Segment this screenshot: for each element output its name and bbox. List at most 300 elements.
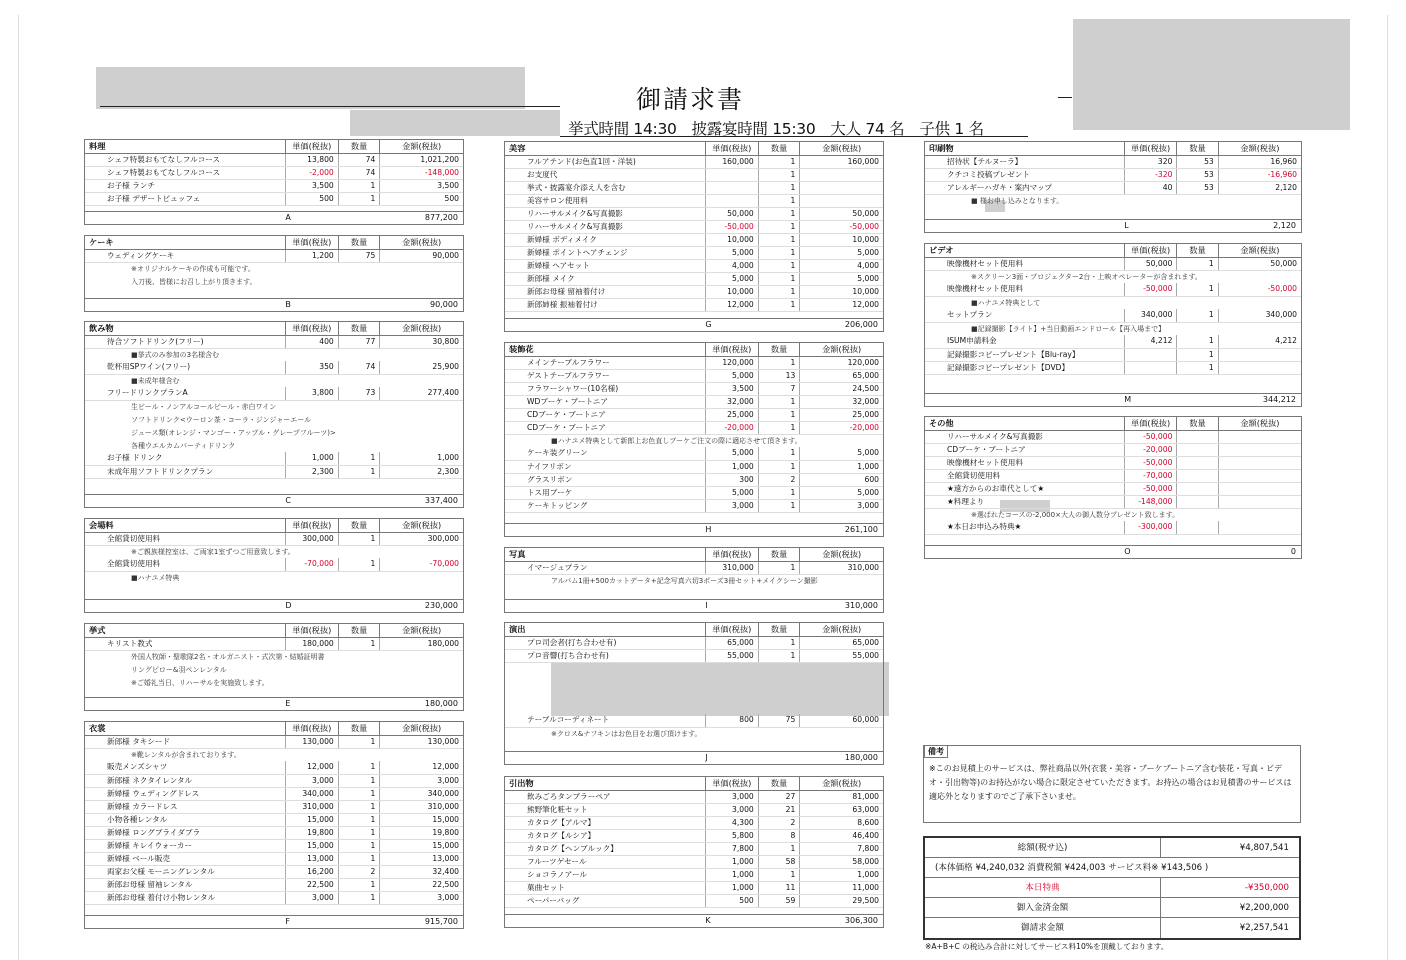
line-item-row bbox=[505, 194, 883, 207]
section-header-row bbox=[85, 722, 463, 735]
column-header-price: 単価(税抜) bbox=[1124, 142, 1177, 155]
summary-nyukin-row bbox=[925, 898, 1299, 918]
item-note: ※選ばれたコースの-2,000×大人の御人数分プレゼント致します。 bbox=[971, 510, 1180, 519]
item-price: 1,200 bbox=[285, 249, 338, 262]
item-qty: 1 bbox=[338, 813, 380, 826]
item-price: 3,000 bbox=[705, 803, 758, 816]
section-shashin bbox=[504, 547, 884, 613]
item-amount: 1,021,200 bbox=[380, 153, 463, 166]
item-name: 待合ソフトドリンク(フリー) bbox=[85, 335, 285, 348]
item-price bbox=[705, 168, 758, 181]
item-amount: -20,000 bbox=[800, 421, 883, 434]
summary-seikyu-row bbox=[925, 918, 1299, 938]
section-note: ※ご婚礼当日、リハーサルを実施致します。 bbox=[131, 678, 269, 687]
item-name: 新郎様 ネクタイレンタル bbox=[85, 774, 285, 787]
item-name: 招待状【テルヌーラ】 bbox=[925, 155, 1124, 168]
line-item-row bbox=[505, 636, 883, 649]
item-qty: 1 bbox=[758, 561, 800, 574]
item-amount: 22,500 bbox=[380, 878, 463, 891]
line-item-row bbox=[85, 532, 463, 545]
section-total-value: 310,000 bbox=[844, 601, 878, 610]
section-title: 飲み物 bbox=[85, 322, 285, 335]
item-amount: 65,000 bbox=[800, 636, 883, 649]
section-header-row bbox=[925, 417, 1301, 430]
item-name: 映像機材セット使用料 bbox=[925, 283, 1124, 296]
line-item-row bbox=[505, 395, 883, 408]
section-total-row bbox=[85, 599, 463, 612]
item-price: 32,000 bbox=[705, 395, 758, 408]
item-name: CDブーケ・ブートニア bbox=[925, 443, 1124, 456]
plan-note-row bbox=[85, 400, 463, 413]
item-name: 販売メンズシャツ bbox=[85, 761, 285, 774]
item-qty: 1 bbox=[758, 842, 800, 855]
item-qty: 1 bbox=[758, 499, 800, 512]
line-item-row bbox=[85, 735, 463, 748]
item-name: アレルギーハガキ・案内マップ bbox=[925, 181, 1124, 194]
item-name: フラワーシャワー(10名様) bbox=[505, 382, 705, 395]
section-sokaka bbox=[504, 342, 884, 537]
item-qty: 73 bbox=[338, 387, 380, 400]
item-price: -300,000 bbox=[1124, 521, 1177, 534]
item-qty: 1 bbox=[758, 356, 800, 369]
item-amount: 63,000 bbox=[800, 803, 883, 816]
line-item-row bbox=[85, 179, 463, 192]
item-amount: 15,000 bbox=[380, 839, 463, 852]
line-item-table bbox=[505, 343, 883, 513]
line-item-row bbox=[85, 774, 463, 787]
item-amount: 81,000 bbox=[800, 790, 883, 803]
child-count: 子供 1 名 bbox=[919, 120, 984, 138]
item-qty: 75 bbox=[338, 249, 380, 262]
column-header-amount: 金額(税抜) bbox=[380, 722, 463, 735]
item-name: 新郎様 タキシード bbox=[85, 735, 285, 748]
line-item-row bbox=[925, 335, 1301, 348]
column-header-qty: 数量 bbox=[758, 343, 800, 356]
item-qty: 1 bbox=[758, 486, 800, 499]
item-qty bbox=[1177, 495, 1218, 508]
remarks-box bbox=[923, 745, 1301, 823]
line-item-row bbox=[505, 803, 883, 816]
item-qty: 53 bbox=[1177, 168, 1218, 181]
line-item-table bbox=[925, 244, 1301, 375]
item-amount: 16,960 bbox=[1218, 155, 1301, 168]
section-enshutsu bbox=[504, 622, 884, 765]
item-price: 1,000 bbox=[705, 855, 758, 868]
item-amount: -50,000 bbox=[800, 220, 883, 233]
item-price: -320 bbox=[1124, 168, 1177, 181]
title-underline bbox=[100, 106, 560, 107]
item-name: 熊野筆化粧セット bbox=[505, 803, 705, 816]
item-qty: 74 bbox=[338, 166, 380, 179]
line-item-note-row bbox=[505, 727, 883, 740]
item-qty: 1 bbox=[758, 460, 800, 473]
line-item-row bbox=[925, 257, 1301, 270]
item-amount: 25,000 bbox=[800, 408, 883, 421]
section-title: ケーキ bbox=[85, 236, 285, 249]
item-name: 記録撮影コピープレゼント【DVD】 bbox=[925, 361, 1124, 374]
item-amount: -50,000 bbox=[1218, 283, 1301, 296]
column-header-qty: 数量 bbox=[338, 140, 380, 153]
item-amount: 7,800 bbox=[800, 842, 883, 855]
item-name: 新婦様 カラードレス bbox=[85, 800, 285, 813]
item-amount bbox=[800, 194, 883, 207]
line-item-row bbox=[505, 421, 883, 434]
item-price: 500 bbox=[705, 894, 758, 907]
line-item-note-row bbox=[85, 571, 463, 584]
line-item-row bbox=[505, 868, 883, 881]
section-total-row bbox=[85, 494, 463, 507]
plan-note: ジュース類(オレンジ・マンゴー・アップル・グレープフルーツ)> bbox=[131, 428, 336, 437]
section-title: 衣裳 bbox=[85, 722, 285, 735]
summary-seikyu-label: 御請求金額 bbox=[925, 918, 1161, 938]
item-name: キリスト教式 bbox=[85, 637, 285, 650]
remarks-text: ※このお見積上のサービスは、弊社商品以外(衣裳・美容・ブーケブートニア含む装花・写真・ビデオ・引出物等)のお持込がない場合に限定させていただきます。お持込の場合はお見積書のサービスは適応外となりますのでご了承下さいませ。 bbox=[929, 764, 1292, 801]
summary-total-row bbox=[925, 838, 1299, 858]
item-amount: 5,000 bbox=[800, 447, 883, 460]
section-header-row bbox=[505, 548, 883, 561]
item-price: 40 bbox=[1124, 181, 1177, 194]
item-amount: 2,300 bbox=[380, 465, 463, 478]
item-qty: 8 bbox=[758, 829, 800, 842]
plan-note: ソフトドリンク<ウーロン茶・コーラ・ジンジャーエール bbox=[131, 415, 312, 424]
item-qty: 1 bbox=[758, 421, 800, 434]
item-qty: 1 bbox=[338, 826, 380, 839]
item-price: 4,212 bbox=[1124, 335, 1177, 348]
item-qty: 1 bbox=[338, 558, 380, 571]
item-qty: 1 bbox=[758, 649, 800, 662]
item-amount: 50,000 bbox=[1218, 257, 1301, 270]
section-header-row bbox=[925, 244, 1301, 257]
line-item-row bbox=[505, 561, 883, 574]
item-name: 新婦様 ポイントヘアチェンジ bbox=[505, 246, 705, 259]
item-name: 新郎お母様 留袖着付け bbox=[505, 285, 705, 298]
plan-note-row bbox=[85, 426, 463, 439]
item-price: 1,000 bbox=[705, 460, 758, 473]
item-price: 3,000 bbox=[705, 790, 758, 803]
item-name: トス用ブーケ bbox=[505, 486, 705, 499]
line-item-row bbox=[925, 443, 1301, 456]
item-amount bbox=[1218, 495, 1301, 508]
item-price: -2,000 bbox=[285, 166, 338, 179]
section-cake bbox=[84, 235, 464, 312]
item-amount: 2,120 bbox=[1218, 181, 1301, 194]
section-total-value: 206,000 bbox=[844, 320, 878, 329]
column-header-qty: 数量 bbox=[758, 548, 800, 561]
line-item-table bbox=[85, 722, 463, 905]
section-note-row bbox=[85, 663, 463, 676]
column-header-qty: 数量 bbox=[758, 623, 800, 636]
item-name: 映像機材セット使用料 bbox=[925, 257, 1124, 270]
item-amount: 1,000 bbox=[800, 868, 883, 881]
line-item-table bbox=[85, 624, 463, 689]
item-price: 16,200 bbox=[285, 865, 338, 878]
item-price: 50,000 bbox=[705, 207, 758, 220]
line-item-row bbox=[925, 469, 1301, 482]
item-qty: 1 bbox=[758, 194, 800, 207]
line-item-table bbox=[505, 548, 883, 587]
item-qty: 1 bbox=[758, 636, 800, 649]
column-header-amount: 金額(税抜) bbox=[380, 322, 463, 335]
line-item-note-row bbox=[925, 508, 1301, 521]
section-total-value: 877,200 bbox=[424, 213, 458, 222]
section-total-value: 230,000 bbox=[424, 601, 458, 610]
item-price: 19,800 bbox=[285, 826, 338, 839]
item-price: 3,500 bbox=[285, 179, 338, 192]
column-header-price: 単価(税抜) bbox=[1124, 417, 1177, 430]
line-item-row bbox=[85, 839, 463, 852]
item-name: リハーサルメイク&写真撮影 bbox=[505, 220, 705, 233]
item-price: 25,000 bbox=[705, 408, 758, 421]
section-total-value: 180,000 bbox=[424, 699, 458, 708]
item-qty: 1 bbox=[338, 891, 380, 904]
line-item-row bbox=[925, 482, 1301, 495]
line-item-table bbox=[505, 777, 883, 908]
item-amount: 4,212 bbox=[1218, 335, 1301, 348]
item-price: 2,300 bbox=[285, 465, 338, 478]
item-price: -50,000 bbox=[1124, 283, 1177, 296]
line-item-row bbox=[85, 852, 463, 865]
section-nomimono bbox=[84, 321, 464, 508]
item-amount: 3,000 bbox=[380, 891, 463, 904]
line-item-row bbox=[505, 259, 883, 272]
line-item-row bbox=[85, 335, 463, 348]
item-price: 50,000 bbox=[1124, 257, 1177, 270]
item-price: 180,000 bbox=[285, 637, 338, 650]
line-item-row bbox=[85, 465, 463, 478]
item-qty: 1 bbox=[338, 839, 380, 852]
section-total-row bbox=[925, 545, 1301, 558]
section-header-row bbox=[85, 322, 463, 335]
item-qty: 1 bbox=[758, 181, 800, 194]
section-total-label: M bbox=[1124, 395, 1132, 404]
column-header-qty: 数量 bbox=[338, 236, 380, 249]
section-total-value: 90,000 bbox=[430, 300, 458, 309]
line-item-row bbox=[85, 637, 463, 650]
item-name: 新郎姉様 振袖着付け bbox=[505, 298, 705, 311]
item-price: 340,000 bbox=[285, 787, 338, 800]
section-total-label: G bbox=[705, 320, 712, 329]
item-qty: 11 bbox=[758, 881, 800, 894]
item-amount: 4,000 bbox=[800, 259, 883, 272]
item-price: 5,000 bbox=[705, 486, 758, 499]
plan-note: 生ビール・ノンアルコールビール・赤白ワイン bbox=[131, 402, 277, 411]
item-price bbox=[705, 181, 758, 194]
item-price: -70,000 bbox=[1124, 469, 1177, 482]
section-total-label: J bbox=[705, 753, 708, 762]
item-note: ※スクリーン3面・プロジェクター2台・上映オペレーターが含まれます。 bbox=[971, 272, 1202, 281]
item-qty: 58 bbox=[758, 855, 800, 868]
section-kaijo bbox=[84, 518, 464, 613]
summary-tokuten-label: 本日特典 bbox=[925, 878, 1161, 897]
item-amount: 300,000 bbox=[380, 532, 463, 545]
redacted-block bbox=[96, 67, 525, 109]
item-name: プロ音響(打ち合わせ有) bbox=[505, 649, 705, 662]
item-name: カタログ【ヘンブルック】 bbox=[505, 842, 705, 855]
item-qty: 1 bbox=[758, 220, 800, 233]
item-price: -50,000 bbox=[1124, 456, 1177, 469]
item-name: ★遠方からのお車代として★ bbox=[925, 482, 1124, 495]
item-qty: 7 bbox=[758, 382, 800, 395]
item-qty: 2 bbox=[758, 473, 800, 486]
line-item-row bbox=[505, 155, 883, 168]
item-name: フルーツゲセール bbox=[505, 855, 705, 868]
item-name: 菓曲セット bbox=[505, 881, 705, 894]
section-title: 料理 bbox=[85, 140, 285, 153]
line-item-row bbox=[505, 714, 883, 727]
item-qty bbox=[1177, 430, 1218, 443]
column-header-amount: 金額(税抜) bbox=[1218, 244, 1301, 257]
item-name: クチコミ投稿プレゼント bbox=[925, 168, 1124, 181]
line-item-note-row bbox=[925, 270, 1301, 283]
line-item-table bbox=[85, 236, 463, 288]
item-price: 12,000 bbox=[285, 761, 338, 774]
section-total-value: 2,120 bbox=[1273, 221, 1296, 230]
item-amount: 55,000 bbox=[800, 649, 883, 662]
column-header-qty: 数量 bbox=[338, 722, 380, 735]
section-total-row bbox=[505, 751, 883, 764]
line-item-row bbox=[85, 865, 463, 878]
item-price: 13,000 bbox=[285, 852, 338, 865]
item-price: 10,000 bbox=[705, 285, 758, 298]
summary-box bbox=[923, 836, 1301, 940]
section-total-label: D bbox=[285, 601, 292, 610]
item-qty: 1 bbox=[338, 465, 380, 478]
summary-nyukin-label: 御入金済金額 bbox=[925, 898, 1161, 917]
column-header-amount: 金額(税抜) bbox=[380, 236, 463, 249]
item-amount: -148,000 bbox=[380, 166, 463, 179]
item-name: 挙式・披露宴介添え人を含む bbox=[505, 181, 705, 194]
item-amount: 130,000 bbox=[380, 735, 463, 748]
item-amount: 90,000 bbox=[380, 249, 463, 262]
line-item-note-row bbox=[505, 434, 883, 447]
summary-tokuten-value: -¥350,000 bbox=[1244, 883, 1289, 893]
item-qty: 1 bbox=[1177, 283, 1218, 296]
item-qty: 2 bbox=[758, 816, 800, 829]
redacted-block bbox=[1073, 19, 1350, 130]
item-price: 22,500 bbox=[285, 878, 338, 891]
item-qty: 1 bbox=[338, 735, 380, 748]
item-price bbox=[1124, 361, 1177, 374]
item-amount: 500 bbox=[380, 192, 463, 205]
item-amount: 600 bbox=[800, 473, 883, 486]
item-amount: 1,000 bbox=[380, 452, 463, 465]
line-item-row bbox=[505, 829, 883, 842]
item-name: 新婦様 ヘアセット bbox=[505, 259, 705, 272]
item-price: 130,000 bbox=[285, 735, 338, 748]
section-total-value: 180,000 bbox=[844, 753, 878, 762]
item-amount bbox=[1218, 443, 1301, 456]
item-name: フルアテンド(お色直1回・洋装) bbox=[505, 155, 705, 168]
line-item-row bbox=[505, 220, 883, 233]
line-item-row bbox=[505, 473, 883, 486]
item-amount: 1,000 bbox=[800, 460, 883, 473]
item-amount: 13,000 bbox=[380, 852, 463, 865]
item-name: ゲストテーブルフラワー bbox=[505, 369, 705, 382]
section-header-row bbox=[925, 142, 1301, 155]
line-item-note-row bbox=[85, 374, 463, 387]
section-header-row bbox=[505, 777, 883, 790]
line-item-row bbox=[85, 891, 463, 904]
line-item-row bbox=[505, 285, 883, 298]
column-header-amount: 金額(税抜) bbox=[800, 623, 883, 636]
item-amount bbox=[1218, 361, 1301, 374]
item-name: お子様 ランチ bbox=[85, 179, 285, 192]
item-amount bbox=[1218, 469, 1301, 482]
column-header-price: 単価(税抜) bbox=[705, 777, 758, 790]
item-price: 5,000 bbox=[705, 369, 758, 382]
line-item-row bbox=[85, 761, 463, 774]
line-item-row bbox=[85, 558, 463, 571]
item-amount: 11,000 bbox=[800, 881, 883, 894]
item-name: 全館貸切使用料 bbox=[925, 469, 1124, 482]
line-item-row bbox=[85, 878, 463, 891]
item-qty: 1 bbox=[338, 878, 380, 891]
item-price: 15,000 bbox=[285, 813, 338, 826]
item-name: お子様 ドリンク bbox=[85, 452, 285, 465]
section-total-value: 261,100 bbox=[844, 525, 878, 534]
section-ryori bbox=[84, 139, 464, 225]
item-amount: 310,000 bbox=[380, 800, 463, 813]
item-qty: 1 bbox=[758, 868, 800, 881]
section-note-row bbox=[85, 650, 463, 663]
item-amount: 58,000 bbox=[800, 855, 883, 868]
item-price: 10,000 bbox=[705, 233, 758, 246]
item-qty: 53 bbox=[1177, 155, 1218, 168]
section-isho bbox=[84, 721, 464, 929]
section-hikidemono bbox=[504, 776, 884, 928]
item-price: 4,000 bbox=[705, 259, 758, 272]
line-item-row bbox=[925, 283, 1301, 296]
column-header-price: 単価(税抜) bbox=[285, 140, 338, 153]
column-header-price: 単価(税抜) bbox=[285, 322, 338, 335]
line-item-row bbox=[85, 249, 463, 262]
item-amount: 12,000 bbox=[380, 761, 463, 774]
info-underline bbox=[560, 136, 1028, 137]
line-item-note-row bbox=[925, 322, 1301, 335]
item-qty: 1 bbox=[338, 637, 380, 650]
item-qty: 1 bbox=[338, 532, 380, 545]
item-name: CDブーケ・ブートニア bbox=[505, 421, 705, 434]
column-header-price: 単価(税抜) bbox=[285, 722, 338, 735]
line-item-row bbox=[505, 356, 883, 369]
section-total-row bbox=[505, 914, 883, 927]
line-item-note-row bbox=[85, 348, 463, 361]
item-price: 3,500 bbox=[705, 382, 758, 395]
item-price: 5,000 bbox=[705, 447, 758, 460]
item-price: 5,000 bbox=[705, 272, 758, 285]
item-qty: 1 bbox=[338, 179, 380, 192]
line-item-row bbox=[505, 447, 883, 460]
item-qty: 1 bbox=[1177, 257, 1218, 270]
line-item-row bbox=[85, 153, 463, 166]
section-total-row bbox=[85, 211, 463, 224]
item-note: ※靴レンタルが含まれております。 bbox=[131, 750, 241, 759]
section-header-row bbox=[85, 519, 463, 532]
line-item-table bbox=[505, 142, 883, 312]
item-amount bbox=[1218, 482, 1301, 495]
item-qty: 1 bbox=[758, 395, 800, 408]
item-price: 300 bbox=[705, 473, 758, 486]
item-name: リハーサルメイク&写真撮影 bbox=[925, 430, 1124, 443]
line-item-row bbox=[505, 168, 883, 181]
line-item-row bbox=[505, 181, 883, 194]
item-amount: 10,000 bbox=[800, 285, 883, 298]
item-price: 340,000 bbox=[1124, 309, 1177, 322]
section-biyo bbox=[504, 141, 884, 332]
item-qty: 74 bbox=[338, 361, 380, 374]
column-header-qty: 数量 bbox=[338, 322, 380, 335]
item-amount: 65,000 bbox=[800, 369, 883, 382]
